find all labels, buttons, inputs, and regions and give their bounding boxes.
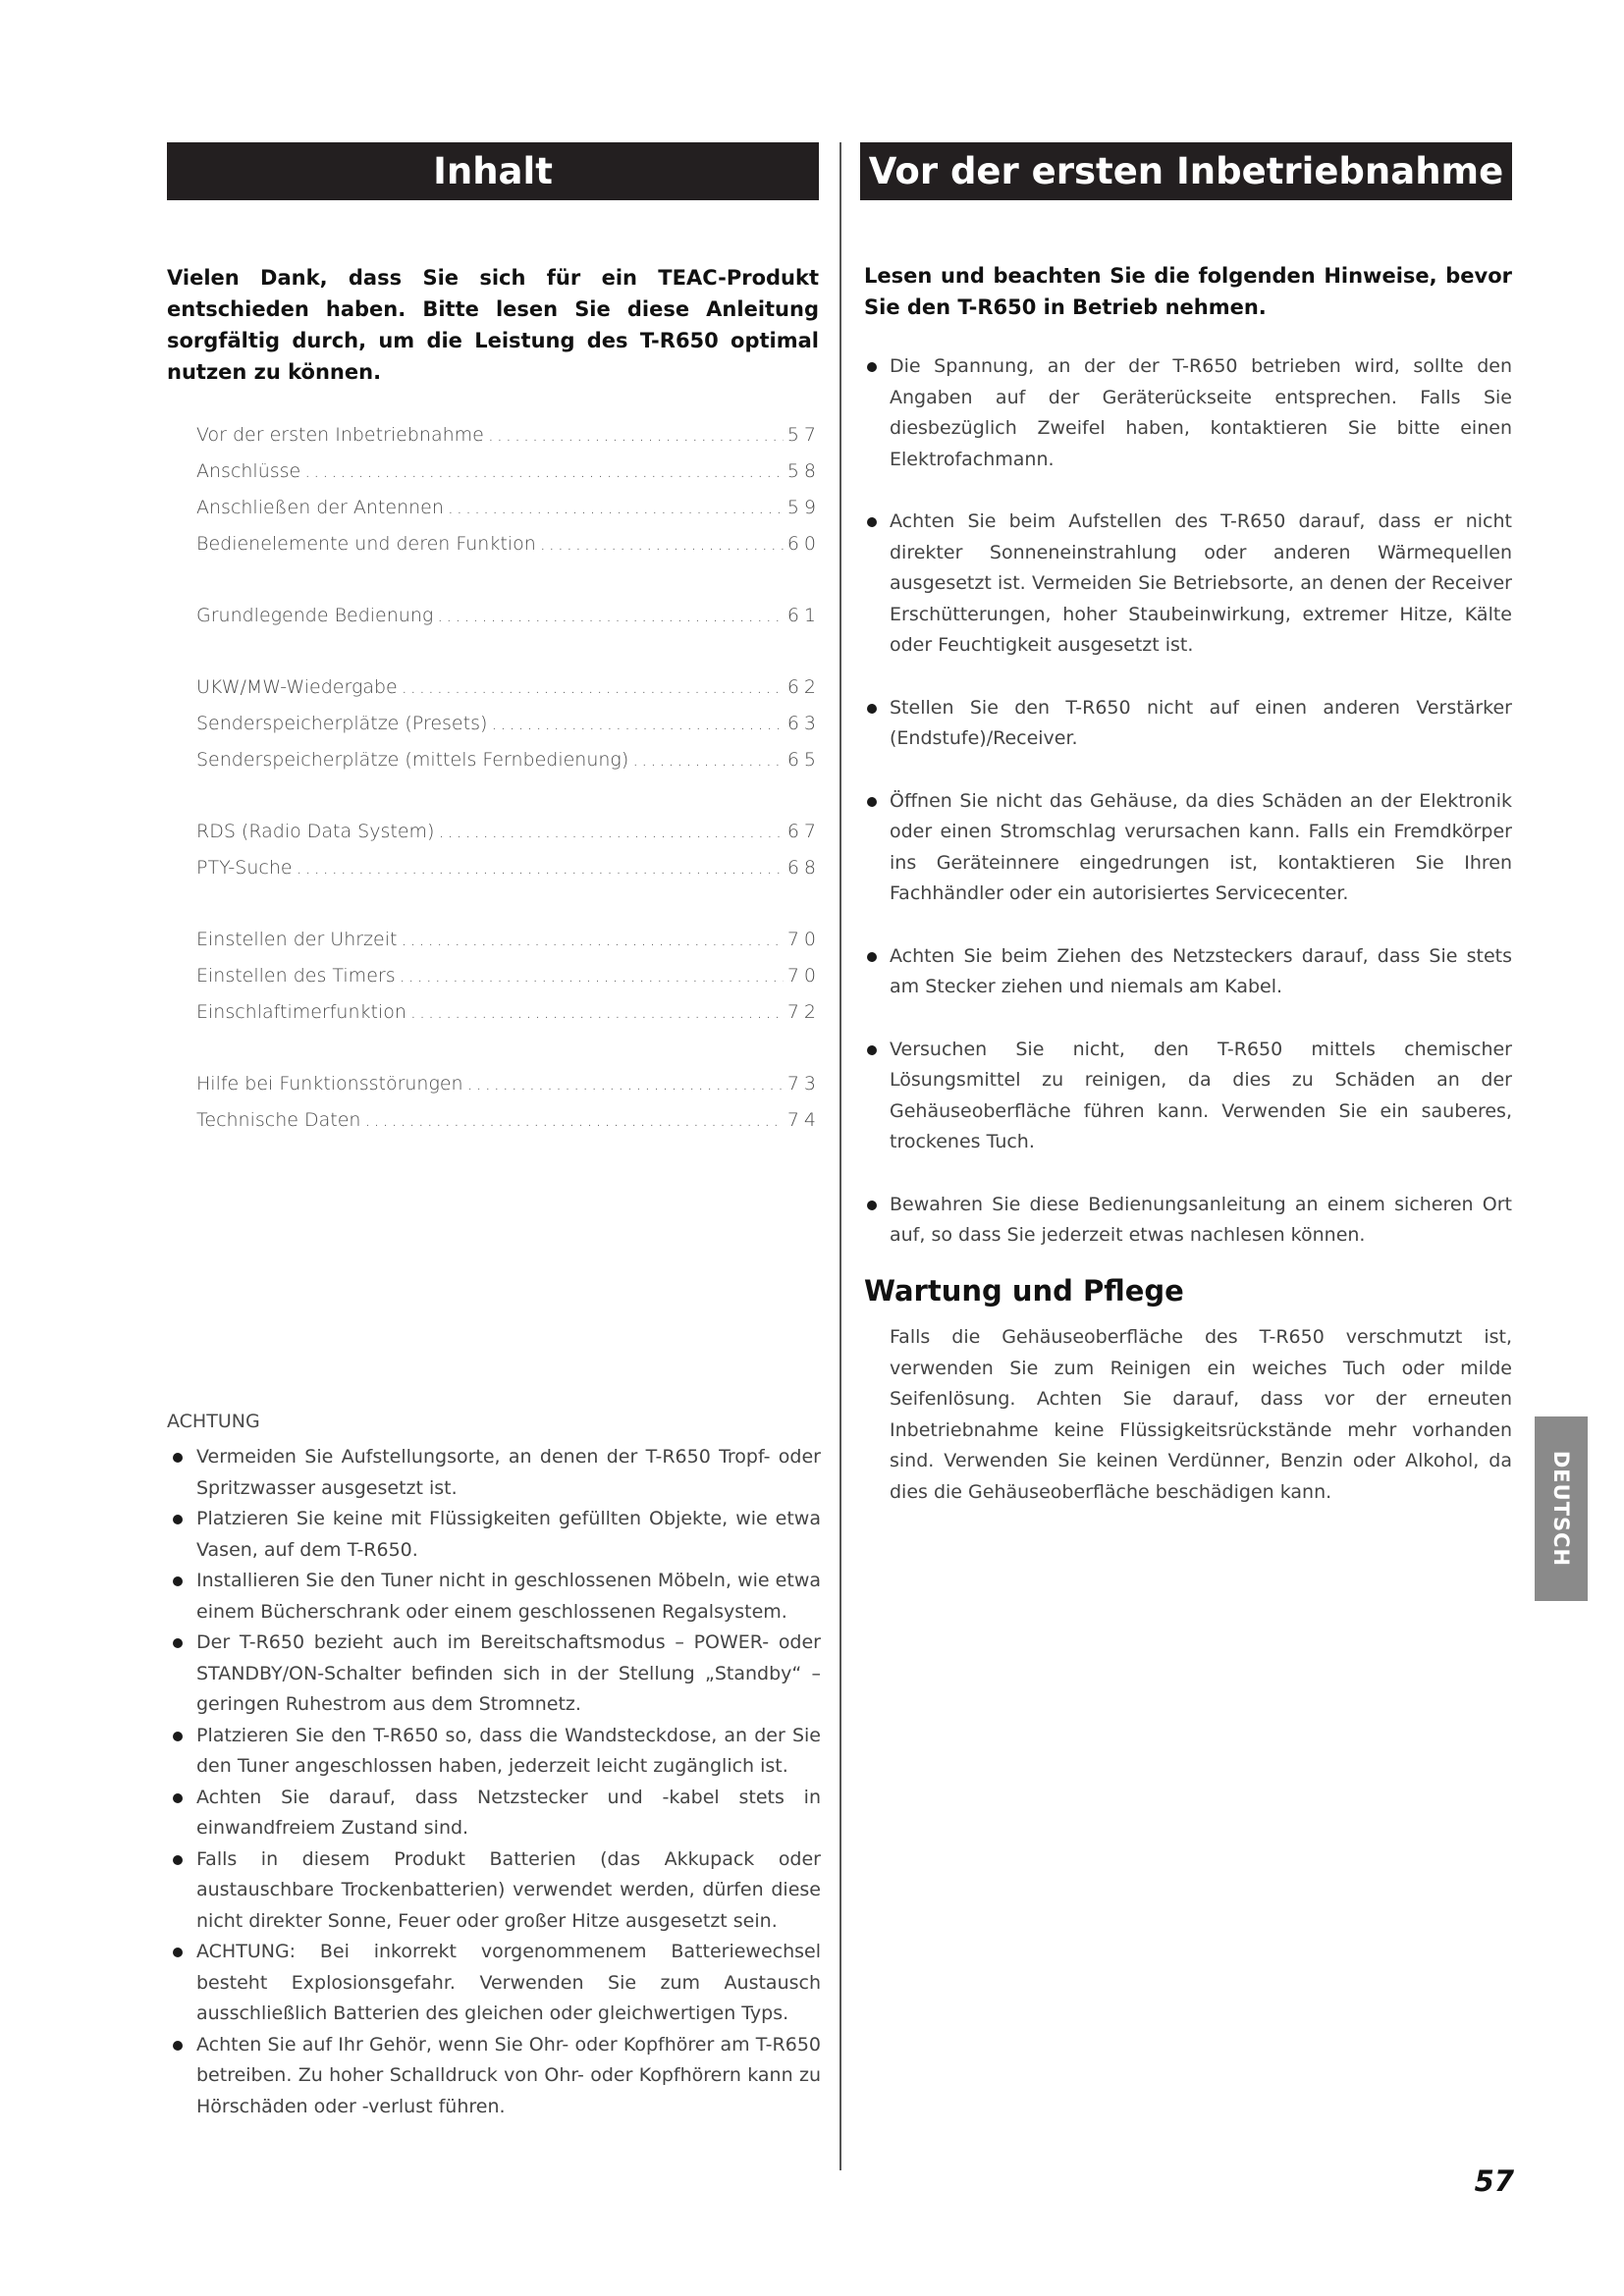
caution-title: ACHTUNG bbox=[167, 1411, 260, 1432]
toc-entry-page: 61 bbox=[786, 605, 821, 626]
precaution-item: Öffnen Sie nicht das Gehäuse, da dies Schäden an der Elektronik oder einen Stromschlag verursachen kann. Falls ein Fremdkörper ins Geräteinnere eingedrungen ist, kontaktieren Sie Ihren Fachhändler oder ein autorisiertes Servicecenter. bbox=[864, 786, 1512, 910]
toc-leader-dots bbox=[437, 605, 784, 626]
caution-item: Falls in diesem Produkt Batterien (das Akkupack oder austauschbare Trockenbatterien) verwendet werden, dürfen diese nicht direkter Sonne, Feuer oder großer Hitze ausgesetzt sein. bbox=[167, 1844, 821, 1938]
section-header-inhalt bbox=[167, 142, 819, 200]
toc-group bbox=[196, 1073, 821, 1146]
toc-entry-label: Hilfe bei Funktionsstörungen bbox=[196, 1073, 463, 1095]
precaution-item: Versuchen Sie nicht, den T-R650 mittels chemischer Lösungsmittel zu reinigen, da dies zu Schäden an der Gehäuseoberfläche führen kann. Verwenden Sie ein sauberes, trockenes Tuch. bbox=[864, 1035, 1512, 1158]
toc-entry-page: 74 bbox=[786, 1109, 821, 1131]
caution-item: Achten Sie darauf, dass Netzstecker und -kabel stets in einwandfreiem Zustand sind. bbox=[167, 1783, 821, 1844]
toc-entry-label: Bedienelemente und deren Funktion bbox=[196, 533, 536, 555]
toc-leader-dots bbox=[448, 497, 784, 518]
toc-entry-label: UKW/MW-Wiedergabe bbox=[196, 676, 398, 698]
header-title: Inhalt bbox=[433, 150, 553, 192]
toc-leader-dots bbox=[400, 965, 784, 987]
toc-entry[interactable] bbox=[196, 713, 821, 749]
toc-leader-dots bbox=[540, 533, 784, 555]
toc-leader-dots bbox=[488, 424, 784, 446]
toc-leader-dots bbox=[410, 1001, 784, 1023]
toc-entry-label: RDS (Radio Data System) bbox=[196, 821, 435, 842]
toc-entry-page: 58 bbox=[786, 460, 821, 482]
caution-item: Installieren Sie den Tuner nicht in geschlossenen Möbeln, wie etwa einem Bücherschrank oder einem geschlossenen Regalsystem. bbox=[167, 1566, 821, 1628]
table-of-contents bbox=[196, 424, 821, 1181]
toc-leader-dots bbox=[402, 676, 784, 698]
toc-entry[interactable] bbox=[196, 1073, 821, 1109]
toc-entry[interactable] bbox=[196, 460, 821, 497]
caution-list bbox=[167, 1442, 821, 2122]
toc-entry-page: 65 bbox=[786, 749, 821, 771]
toc-leader-dots bbox=[438, 821, 783, 842]
toc-entry-page: 68 bbox=[786, 857, 821, 879]
toc-entry-page: 72 bbox=[786, 1001, 821, 1023]
toc-group bbox=[196, 424, 821, 569]
language-tab[interactable] bbox=[1535, 1416, 1588, 1601]
language-tab-label: DEUTSCH bbox=[1549, 1450, 1574, 1568]
toc-entry[interactable] bbox=[196, 857, 821, 893]
toc-entry[interactable] bbox=[196, 676, 821, 713]
intro-left-text: Vielen Dank, dass Sie sich für ein TEAC-Produkt entschieden haben. Bitte lesen Sie diese Anleitung sorgfältig durch, um die Leistung des T-R650 optimal nutzen zu können. bbox=[167, 266, 819, 384]
precautions-list bbox=[864, 351, 1512, 1252]
precaution-item: Die Spannung, an der der T-R650 betrieben wird, sollte den Angaben auf der Geräterückseite entsprechen. Falls Sie diesbezüglich Zweifel haben, kontaktieren Sie bitte einen Elektrofachmann. bbox=[864, 351, 1512, 475]
toc-group bbox=[196, 605, 821, 641]
toc-entry-page: 57 bbox=[786, 424, 821, 446]
caution-item: Vermeiden Sie Aufstellungsorte, an denen der T-R650 Tropf- oder Spritzwasser ausgesetzt ist. bbox=[167, 1442, 821, 1504]
toc-leader-dots bbox=[467, 1073, 784, 1095]
toc-entry-page: 70 bbox=[786, 929, 821, 950]
toc-entry[interactable] bbox=[196, 929, 821, 965]
precaution-item: Bewahren Sie diese Bedienungsanleitung an einem sicheren Ort auf, so dass Sie jederzeit etwas nachlesen können. bbox=[864, 1190, 1512, 1252]
toc-leader-dots bbox=[632, 749, 784, 771]
toc-entry-page: 62 bbox=[786, 676, 821, 698]
intro-right-text: Lesen und beachten Sie die folgenden Hinweise, bevor Sie den T-R650 in Betrieb nehmen. bbox=[864, 264, 1512, 319]
toc-entry-label: Grundlegende Bedienung bbox=[196, 605, 434, 626]
toc-entry[interactable] bbox=[196, 424, 821, 460]
toc-entry-label: PTY-Suche bbox=[196, 857, 293, 879]
toc-entry-page: 63 bbox=[786, 713, 821, 734]
maintenance-heading: Wartung und Pflege bbox=[864, 1274, 1184, 1308]
toc-leader-dots bbox=[401, 929, 783, 950]
header-title: Vor der ersten Inbetriebnahme bbox=[868, 150, 1504, 192]
toc-group bbox=[196, 821, 821, 893]
toc-entry[interactable] bbox=[196, 497, 821, 533]
toc-entry[interactable] bbox=[196, 1001, 821, 1038]
toc-entry-page: 67 bbox=[786, 821, 821, 842]
precaution-item: Achten Sie beim Aufstellen des T-R650 darauf, dass er nicht direkter Sonneneinstrahlung oder anderen Wärmequellen ausgesetzt ist. Vermeiden Sie Betriebsorte, an denen der Receiver Erschütterungen, hoher Staubeinwirkung, extremer Hitze, Kälte oder Feuchtigkeit ausgesetzt ist. bbox=[864, 507, 1512, 662]
caution-item: Platzieren Sie keine mit Flüssigkeiten gefüllten Objekte, wie etwa Vasen, auf dem T-R650. bbox=[167, 1504, 821, 1566]
toc-entry-label: Einstellen des Timers bbox=[196, 965, 396, 987]
page-number: 57 bbox=[1474, 2164, 1514, 2198]
toc-group bbox=[196, 929, 821, 1038]
toc-entry-label: Vor der ersten Inbetriebnahme bbox=[196, 424, 484, 446]
caution-item: Achten Sie auf Ihr Gehör, wenn Sie Ohr- oder Kopfhörer am T-R650 betreiben. Zu hoher Schalldruck von Ohr- oder Kopfhörern kann zu Hörschäden oder -verlust führen. bbox=[167, 2030, 821, 2123]
precaution-item: Stellen Sie den T-R650 nicht auf einen anderen Verstärker (Endstufe)/Receiver. bbox=[864, 693, 1512, 755]
caution-item: Platzieren Sie den T-R650 so, dass die Wandsteckdose, an der Sie den Tuner angeschlossen haben, jederzeit leicht zugänglich ist. bbox=[167, 1721, 821, 1783]
toc-entry[interactable] bbox=[196, 749, 821, 785]
toc-leader-dots bbox=[364, 1109, 783, 1131]
toc-entry-label: Senderspeicherplätze (mittels Fernbedienung) bbox=[196, 749, 629, 771]
caution-item: Der T-R650 bezieht auch im Bereitschaftsmodus – POWER- oder STANDBY/ON-Schalter befinden sich in der Stellung „Standby“ – geringen Ruhestrom aus dem Stromnetz. bbox=[167, 1628, 821, 1721]
toc-entry-page: 60 bbox=[786, 533, 821, 555]
toc-entry[interactable] bbox=[196, 533, 821, 569]
toc-leader-dots bbox=[304, 460, 784, 482]
toc-entry-label: Anschlüsse bbox=[196, 460, 301, 482]
column-divider bbox=[839, 142, 841, 2170]
toc-entry-page: 70 bbox=[786, 965, 821, 987]
toc-entry-label: Einschlaftimerfunktion bbox=[196, 1001, 406, 1023]
toc-entry-page: 73 bbox=[786, 1073, 821, 1095]
toc-entry[interactable] bbox=[196, 965, 821, 1001]
toc-entry-label: Senderspeicherplätze (Presets) bbox=[196, 713, 488, 734]
toc-entry-page: 59 bbox=[786, 497, 821, 518]
toc-leader-dots bbox=[297, 857, 784, 879]
caution-item: ACHTUNG: Bei inkorrekt vorgenommenem Batteriewechsel besteht Explosionsgefahr. Verwenden Sie zum Austausch ausschließlich Batterien des gleichen oder gleichwertigen Typs. bbox=[167, 1937, 821, 2030]
toc-entry-label: Technische Daten bbox=[196, 1109, 361, 1131]
precautions-section bbox=[864, 351, 1512, 1283]
toc-entry-label: Einstellen der Uhrzeit bbox=[196, 929, 398, 950]
precaution-item: Achten Sie beim Ziehen des Netzsteckers darauf, dass Sie stets am Stecker ziehen und niemals am Kabel. bbox=[864, 941, 1512, 1003]
toc-group bbox=[196, 676, 821, 785]
section-header-vor-der-ersten-inbetriebnahme bbox=[860, 142, 1512, 200]
toc-entry-label: Anschließen der Antennen bbox=[196, 497, 444, 518]
caution-section bbox=[167, 1411, 821, 2122]
toc-leader-dots bbox=[491, 713, 783, 734]
toc-entry[interactable] bbox=[196, 1109, 821, 1146]
toc-entry[interactable] bbox=[196, 821, 821, 857]
maintenance-text: Falls die Gehäuseoberfläche des T-R650 verschmutzt ist, verwenden Sie zum Reinigen ein weiches Tuch oder milde Seifenlösung. Achten Sie darauf, dass vor der erneuten Inbetriebnahme keine Flüssigkeitsrückstände mehr vorhanden sind. Verwenden Sie keinen Verdünner, Benzin oder Alkohol, da dies die Gehäuseoberfläche beschädigen kann. bbox=[890, 1326, 1512, 1503]
toc-entry[interactable] bbox=[196, 605, 821, 641]
